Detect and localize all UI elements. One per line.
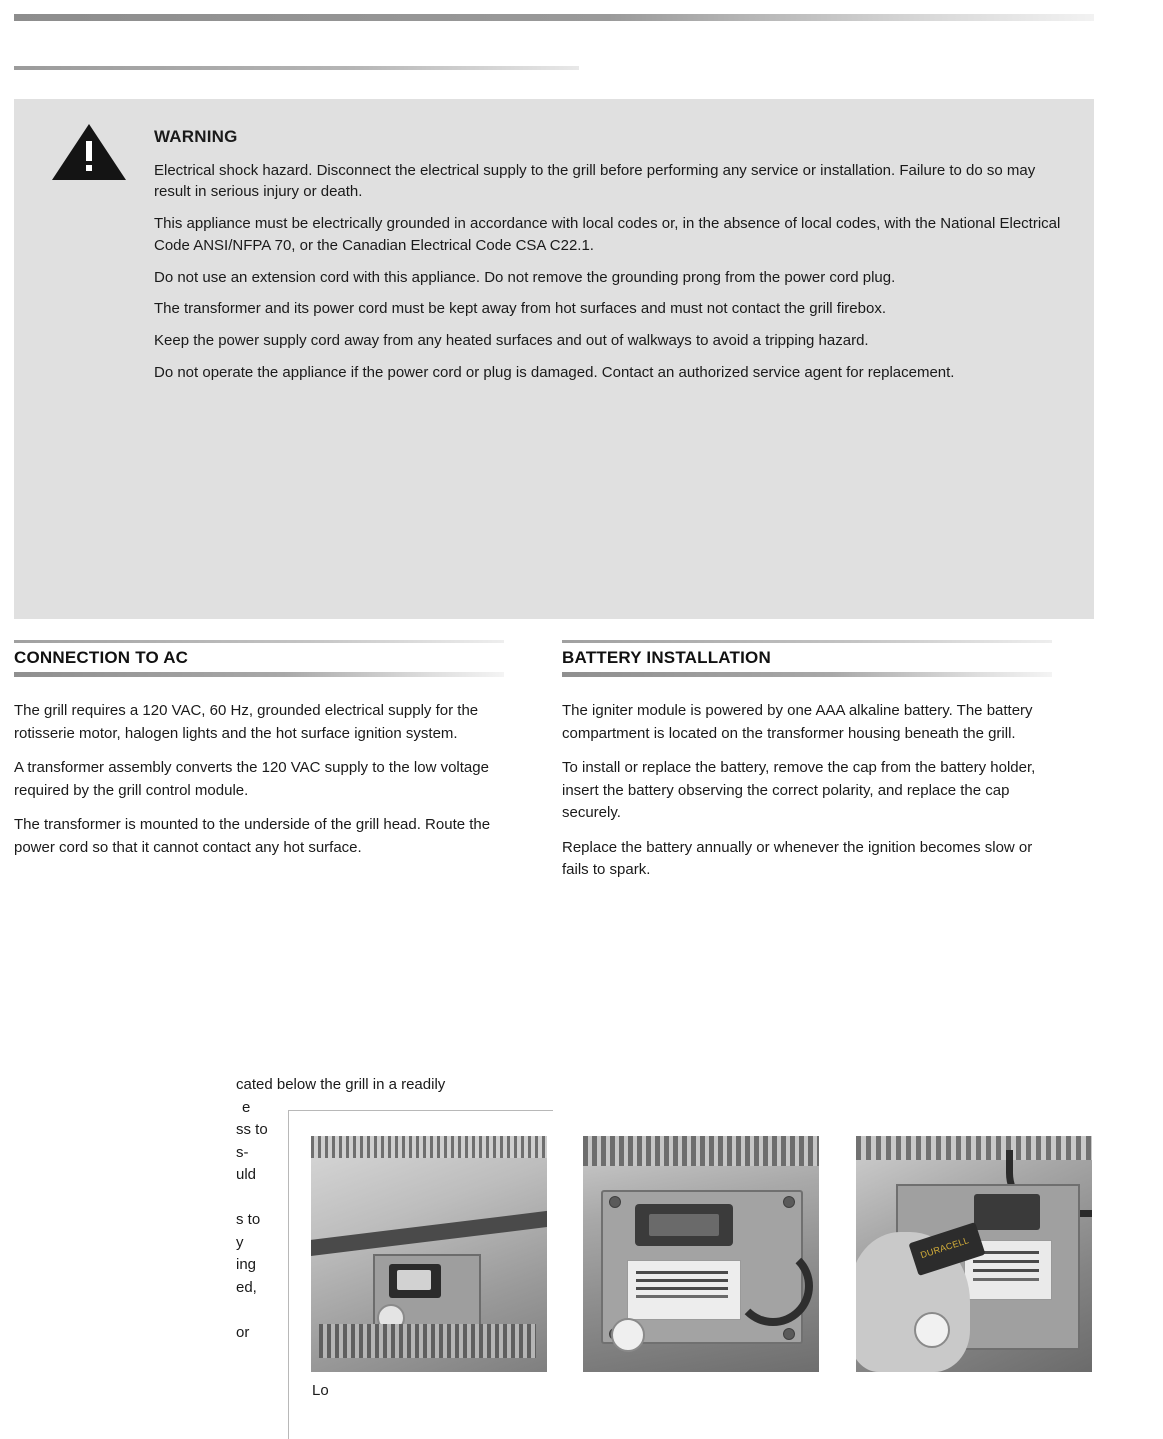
section-body-battery-installation [562, 700, 1052, 894]
fragment-6: y [236, 1233, 244, 1251]
photo-frame-left-rule [288, 1110, 289, 1439]
page-top-rule [14, 14, 1094, 21]
battery-paragraph-1: The igniter module is powered by one AAA alkaline battery. The battery compartment is located on the transformer housing beneath the grill. [562, 702, 1033, 742]
photo-caption-partial: Lo [312, 1382, 329, 1399]
photo-transformer-closeup [583, 1136, 819, 1372]
fragment-9: or [236, 1323, 250, 1341]
section-rule-ac-bottom [14, 672, 504, 677]
warning-triangle-icon [50, 121, 128, 183]
warning-paragraph-6: Do not operate the appliance if the power cord or plug is damaged. Contact an authorized service agent for replacement. [154, 363, 955, 381]
fragment-7: ing [236, 1256, 257, 1273]
photo-frame-top-rule [288, 1110, 553, 1111]
warning-paragraph-3: Do not use an extension cord with this appliance. Do not remove the grounding prong from the power cord plug. [154, 268, 896, 286]
fragment-3: s- [236, 1143, 249, 1161]
section-rule-battery-bottom [562, 672, 1052, 677]
photo-battery-insertion [856, 1136, 1092, 1372]
section-rule-ac-top [14, 640, 504, 643]
section-heading-connection-to-ac: CONNECTION TO AC [14, 648, 189, 667]
section-rule-battery-top [562, 640, 1052, 643]
warning-paragraph-5: Keep the power supply cord away from any heated surfaces and out of walkways to avoid a tripping hazard. [154, 332, 869, 350]
ac-paragraph-2: A transformer assembly converts the 120 VAC supply to the low voltage required by the grill control module. [14, 759, 489, 799]
fragment-4: uld [236, 1166, 257, 1183]
warning-paragraph-2: This appliance must be electrically grounded in accordance with local codes or, in the absence of local codes, with the National Electrical Code ANSI/NFPA 70, or the Canadian Electrical Code CSA C22.1. [154, 215, 1061, 254]
section-body-connection-to-ac [14, 700, 504, 871]
battery-brand-text: DURACELL [919, 1235, 971, 1261]
warning-paragraph-4: The transformer and its power cord must be kept away from hot surfaces and must not contact the grill firebox. [154, 300, 886, 318]
battery-paragraph-3: Replace the battery annually or whenever the ignition becomes slow or fails to spark. [562, 838, 1033, 878]
warning-text-block [154, 125, 1064, 394]
warning-title: WARNING [154, 127, 238, 146]
warning-paragraph-1: Electrical shock hazard. Disconnect the electrical supply to the grill before performing any service or installation. Failure to do so may result in serious injury or death. [154, 161, 1036, 201]
page-title-rule [14, 66, 579, 70]
photo-transformer-location [311, 1136, 547, 1372]
fragment-1: e [242, 1098, 251, 1116]
warning-panel [14, 99, 1094, 619]
fragment-8: ed, [236, 1278, 257, 1296]
ac-paragraph-3: The transformer is mounted to the underside of the grill head. Route the power cord so that it cannot contact any hot surface. [14, 816, 491, 856]
fragment-2: ss to [236, 1121, 268, 1138]
fragment-5: s to [236, 1211, 261, 1228]
section-heading-battery-installation: BATTERY INSTALLATION [562, 648, 771, 667]
ac-paragraph-1: The grill requires a 120 VAC, 60 Hz, grounded electrical supply for the rotisserie motor, halogen lights and the hot surface ignition system. [14, 702, 479, 742]
battery-paragraph-2: To install or replace the battery, remove the cap from the battery holder, insert the battery observing the correct polarity, and replace the cap securely. [562, 759, 1036, 821]
fragment-0: cated below the grill in a readily [236, 1076, 446, 1093]
